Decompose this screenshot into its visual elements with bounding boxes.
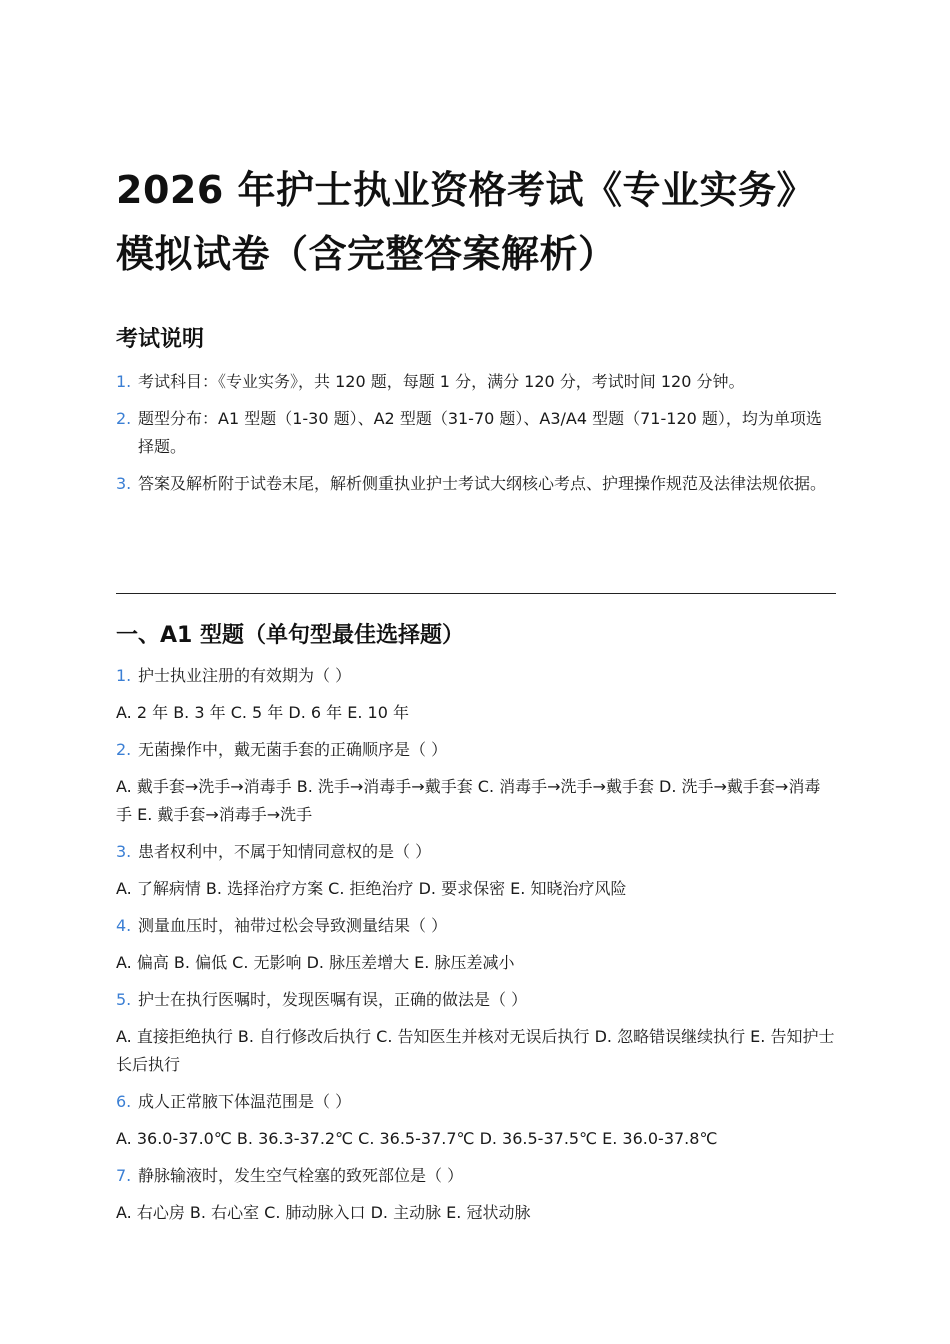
question-stem (116, 838, 836, 866)
question-text: 成人正常腋下体温范围是（ ） (138, 1092, 352, 1111)
question-number: 6. (116, 1092, 132, 1111)
question-options: A. 戴手套→洗手→消毒手 B. 洗手→消毒手→戴手套 C. 消毒手→洗手→戴手套 D. 洗手→戴手套→消毒手 E. 戴手套→消毒手→洗手 (116, 777, 821, 824)
question-text: 测量血压时，袖带过松会导致测量结果（ ） (138, 916, 448, 935)
question-options: A. 右心房 B. 右心室 C. 肺动脉入口 D. 主动脉 E. 冠状动脉 (116, 1203, 531, 1222)
question-options: A. 偏高 B. 偏低 C. 无影响 D. 脉压差增大 E. 脉压差减小 (116, 953, 515, 972)
note-item (116, 470, 836, 498)
question-list (116, 662, 836, 1236)
question-item (116, 1162, 836, 1227)
section-a1-heading: 一、A1 型题（单句型最佳选择题） (116, 623, 464, 648)
question-number: 3. (116, 842, 132, 861)
question-number: 1. (116, 666, 132, 685)
question-number: 7. (116, 1166, 132, 1185)
question-stem (116, 986, 836, 1014)
question-item (116, 1088, 836, 1153)
note-item (116, 368, 836, 396)
section-divider (116, 593, 836, 594)
question-text: 护士执业注册的有效期为（ ） (138, 666, 352, 685)
question-number: 2. (116, 740, 132, 759)
note-item (116, 405, 836, 461)
question-number: 4. (116, 916, 132, 935)
question-stem (116, 912, 836, 940)
question-item (116, 838, 836, 903)
question-stem (116, 662, 836, 690)
note-number: 3. (116, 474, 132, 493)
question-stem (116, 1088, 836, 1116)
note-text: 考试科目：《专业实务》，共 120 题，每题 1 分，满分 120 分，考试时间 120 分钟。 (138, 372, 745, 391)
question-options: A. 了解病情 B. 选择治疗方案 C. 拒绝治疗 D. 要求保密 E. 知晓治疗风险 (116, 879, 627, 898)
question-text: 护士在执行医嘱时，发现医嘱有误，正确的做法是（ ） (138, 990, 528, 1009)
question-item (116, 912, 836, 977)
document-title: 2026 年护士执业资格考试《专业实务》模拟试卷（含完整答案解析） (116, 168, 796, 276)
question-options: A. 36.0-37.0℃ B. 36.3-37.2℃ C. 36.5-37.7℃ D. 36.5-37.5℃ E. 36.0-37.8℃ (116, 1129, 718, 1148)
exam-notes-list (116, 368, 836, 507)
note-number: 1. (116, 372, 132, 391)
note-text: 答案及解析附于试卷末尾，解析侧重执业护士考试大纲核心考点、护理操作规范及法律法规依据。 (138, 474, 827, 493)
question-options: A. 2 年 B. 3 年 C. 5 年 D. 6 年 E. 10 年 (116, 703, 409, 722)
exam-notes-heading: 考试说明 (116, 327, 205, 352)
question-item (116, 736, 836, 829)
question-item (116, 662, 836, 727)
note-number: 2. (116, 409, 132, 428)
question-stem (116, 1162, 836, 1190)
question-number: 5. (116, 990, 132, 1009)
question-options: A. 直接拒绝执行 B. 自行修改后执行 C. 告知医生并核对无误后执行 D. 忽略错误继续执行 E. 告知护士长后执行 (116, 1027, 835, 1074)
question-item (116, 986, 836, 1079)
question-stem (116, 736, 836, 764)
question-text: 患者权利中，不属于知情同意权的是（ ） (138, 842, 432, 861)
question-text: 静脉输液时，发生空气栓塞的致死部位是（ ） (138, 1166, 464, 1185)
question-text: 无菌操作中，戴无菌手套的正确顺序是（ ） (138, 740, 448, 759)
note-text: 题型分布：A1 型题（1-30 题）、A2 型题（31-70 题）、A3/A4 型题（71-120 题），均为单项选择题。 (138, 409, 822, 456)
